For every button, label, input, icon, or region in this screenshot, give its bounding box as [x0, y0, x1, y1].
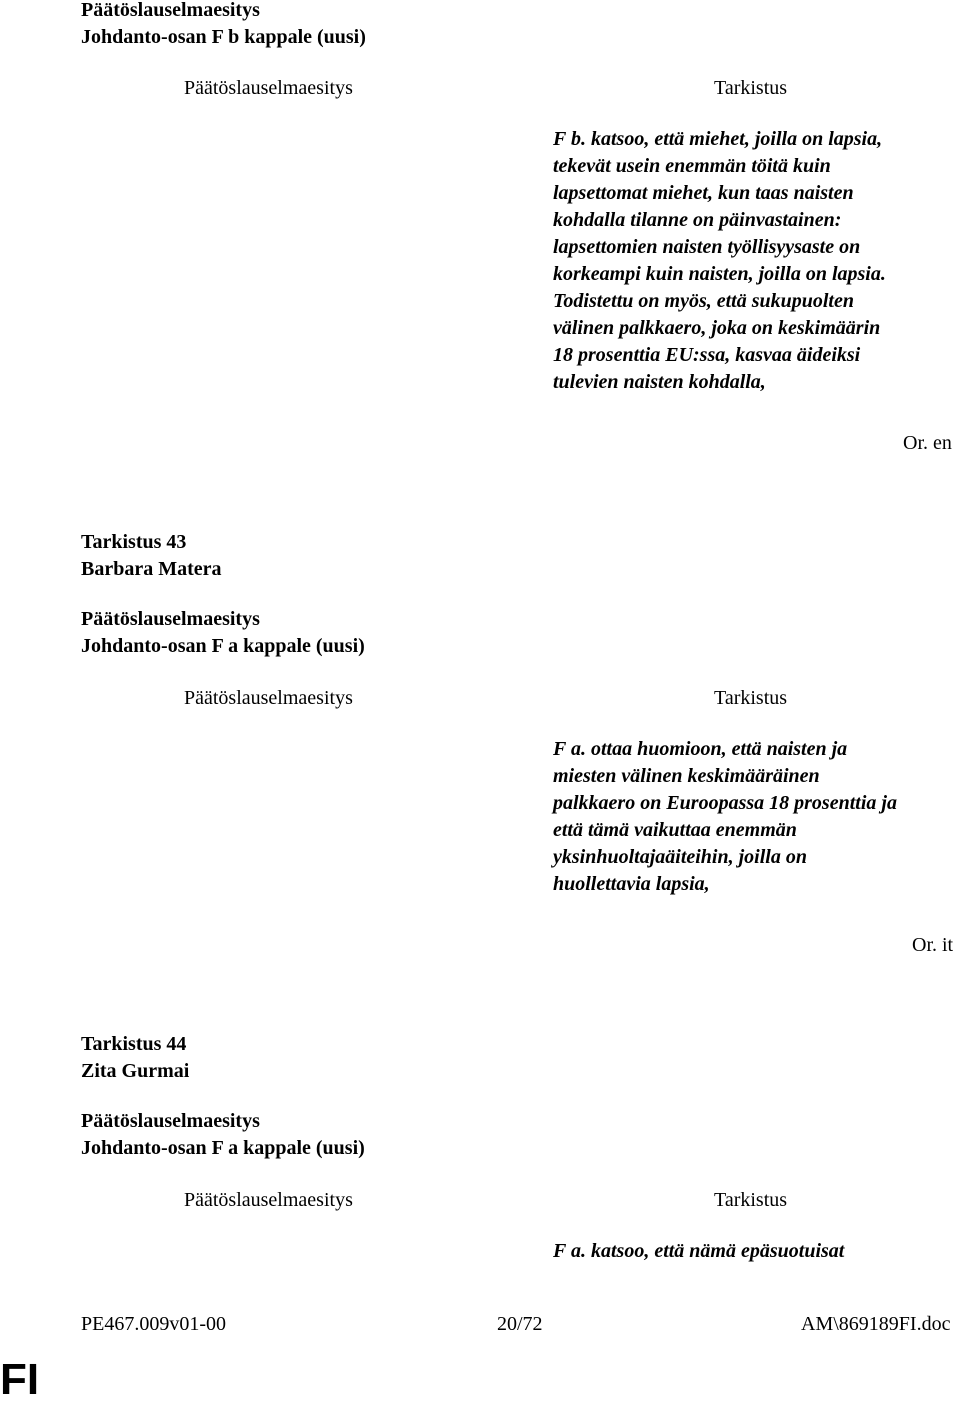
fb-amendment-line: F b. katsoo, että miehet, joilla on lapsia,: [553, 128, 883, 150]
fb-amendment-line: 18 prosenttia EU:ssa, kasvaa äideiksi: [553, 344, 861, 366]
footer-file-name: AM\869189FI.doc: [801, 1313, 951, 1335]
am43-original-language: Or. it: [912, 934, 954, 956]
am43-author: Barbara Matera: [81, 558, 222, 580]
am43-title: Tarkistus 43: [81, 531, 187, 553]
fb-amendment-line: tekevät usein enemmän töitä kuin: [553, 155, 831, 177]
fb-heading-line2: Johdanto-osan F b kappale (uusi): [81, 26, 366, 48]
am44-author: Zita Gurmai: [81, 1060, 190, 1082]
language-mark: FI: [0, 1355, 40, 1404]
am44-col-right-header: Tarkistus: [714, 1189, 788, 1211]
am43-amendment-text: [553, 736, 960, 898]
am44-amendment-line: F a. katsoo, että nämä epäsuotuisat: [553, 1240, 845, 1262]
am43-amendment-line: palkkaero on Euroopassa 18 prosenttia ja: [553, 792, 897, 814]
fb-col-left-header: Päätöslauselmaesitys: [184, 77, 353, 99]
footer-doc-ref: PE467.009v01-00: [81, 1313, 226, 1335]
am43-amendment-line: että tämä vaikuttaa enemmän: [553, 819, 797, 841]
fb-amendment-line: lapsettomat miehet, kun taas naisten: [553, 182, 854, 204]
fb-heading-line1: Päätöslauselmaesitys: [81, 0, 260, 21]
am44-heading-line2: Johdanto-osan F a kappale (uusi): [81, 1137, 365, 1159]
am43-amendment-line: F a. ottaa huomioon, että naisten ja: [553, 738, 848, 760]
am43-amendment-line: huollettavia lapsia,: [553, 873, 710, 895]
fb-original-language: Or. en: [903, 432, 952, 454]
am43-heading-line1: Päätöslauselmaesitys: [81, 608, 260, 630]
am44-col-left-header: Päätöslauselmaesitys: [184, 1189, 353, 1211]
am43-col-left-header: Päätöslauselmaesitys: [184, 687, 353, 709]
am44-amendment-text: [553, 1238, 960, 1265]
fb-amendment-line: tulevien naisten kohdalla,: [553, 371, 766, 393]
am43-amendment-line: miesten välinen keskimääräinen: [553, 765, 820, 787]
am44-heading-line1: Päätöslauselmaesitys: [81, 1110, 260, 1132]
fb-col-right-header: Tarkistus: [714, 77, 788, 99]
fb-amendment-line: korkeampi kuin naisten, joilla on lapsia.: [553, 263, 886, 285]
am43-amendment-line: yksinhuoltajaäiteihin, joilla on: [553, 846, 807, 868]
fb-amendment-line: Todistettu on myös, että sukupuolten: [553, 290, 854, 312]
fb-amendment-line: kohdalla tilanne on päinvastainen:: [553, 209, 842, 231]
footer-page-number: 20/72: [497, 1313, 543, 1335]
am43-heading-line2: Johdanto-osan F a kappale (uusi): [81, 635, 365, 657]
fb-amendment-line: välinen palkkaero, joka on keskimäärin: [553, 317, 881, 339]
am44-title: Tarkistus 44: [81, 1033, 187, 1055]
fb-amendment-line: lapsettomien naisten työllisyysaste on: [553, 236, 861, 258]
fb-amendment-text: [553, 126, 960, 396]
am43-col-right-header: Tarkistus: [714, 687, 788, 709]
